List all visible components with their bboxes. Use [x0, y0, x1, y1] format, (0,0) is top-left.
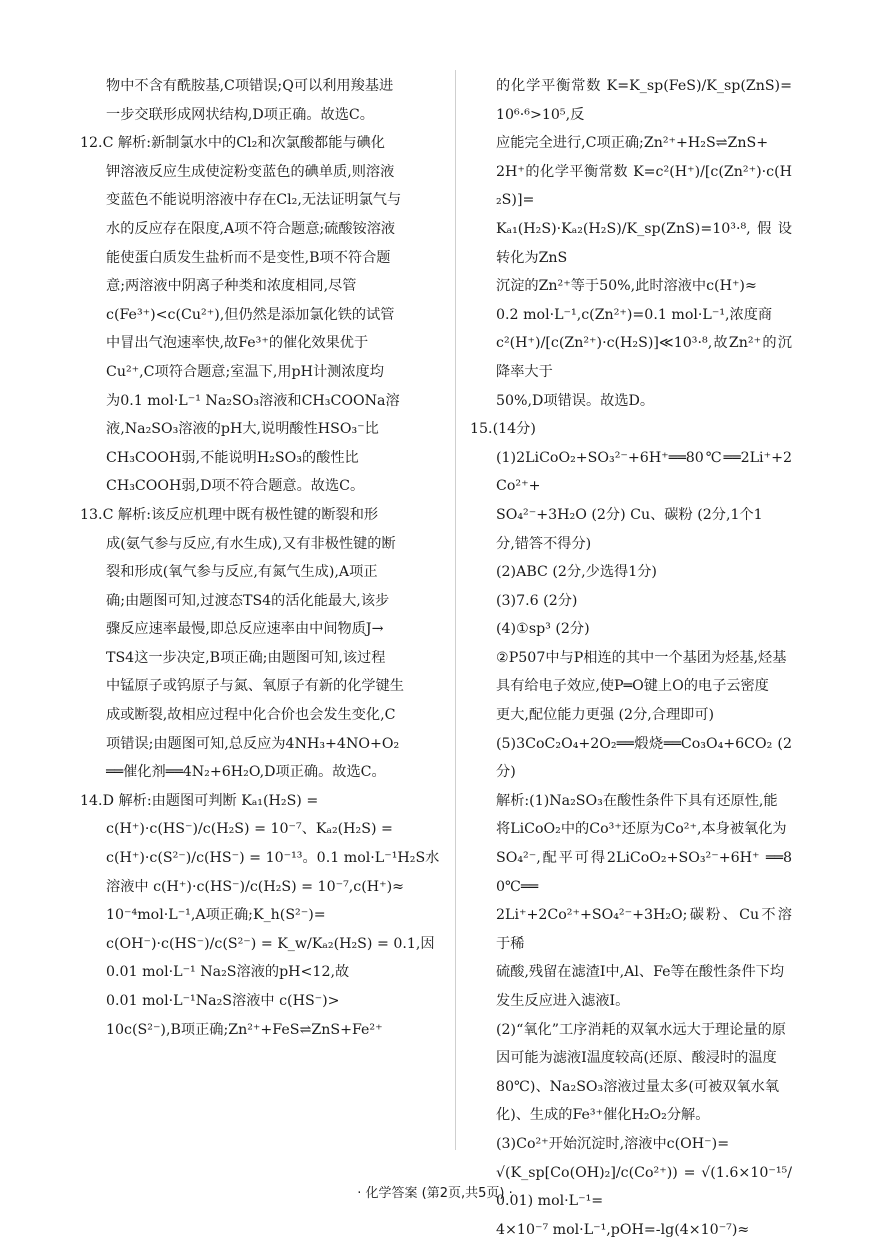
text-line: (3)7.6 (2分) — [496, 592, 578, 609]
formula-line: Kₐ₁(H₂S)·Kₐ₂(H₂S)/K_sp(ZnS)=10³·⁸,假设转化为ZnS — [496, 220, 792, 266]
text-line: 液,Na₂SO₃溶液的pH大,说明酸性HSO₃⁻比 — [106, 421, 379, 438]
text-line: 物中不含有酰胺基,C项错误;Q可以利用羧基进 — [106, 78, 394, 94]
text-line: 骤反应速率最慢,即总反应速率由中间物质J→ — [106, 621, 384, 638]
formula-line: 的化学平衡常数 K=K_sp(FeS)/K_sp(ZnS)=10⁶·⁶>10⁵,反 — [496, 78, 792, 123]
text-line: 因可能为滤液Ⅰ温度较高(还原、酸浸时的温度 — [496, 1050, 777, 1067]
text-line: 项错误;由题图可知,总反应为4NH₃+4NO+O₂ — [106, 735, 400, 752]
text-line: (2)ABC (2分,少选得1分) — [496, 564, 657, 581]
text-line: 为0.1 mol·L⁻¹ Na₂SO₃溶液和CH₃COONa溶 — [106, 392, 400, 409]
text-line: (2)“氧化”工序消耗的双氧水远大于理论量的原 — [496, 1021, 786, 1038]
formula-line: 2H⁺的化学平衡常数 K=c²(H⁺)/[c(Zn²⁺)·c(H₂S)]= — [496, 163, 792, 209]
text-line: 10⁻⁴mol·L⁻¹,A项正确;K_h(S²⁻)= — [106, 907, 326, 924]
text-line: 将LiCoO₂中的Co³⁺还原为Co²⁺,本身被氧化为 — [496, 821, 787, 838]
text-line: 4×10⁻⁷ mol·L⁻¹,pOH=-lg(4×10⁻⁷)≈ — [496, 1221, 750, 1238]
formula-line: c(H⁺)·c(S²⁻)/c(HS⁻) = 10⁻¹³。0.1 mol·L⁻¹H₂S水 — [106, 850, 440, 867]
text-line: 沉淀的Zn²⁺等于50%,此时溶液中c(H⁺)≈ — [496, 278, 757, 295]
text-line: 10c(S²⁻),B项正确;Zn²⁺+FeS⇌ZnS+Fe²⁺ — [106, 1021, 383, 1038]
column-divider — [455, 70, 456, 1150]
text-line: 50%,D项错误。故选D。 — [496, 392, 655, 409]
formula-line: (1)2LiCoO₂+SO₃²⁻+6H⁺══80℃══2Li⁺+2Co²⁺+ — [496, 449, 792, 495]
text-line: CH₃COOH弱,D项不符合题意。故选C。 — [106, 478, 365, 495]
formula-line: (5)3CoC₂O₄+2O₂══煅烧══Co₃O₄+6CO₂ (2分) — [496, 735, 792, 781]
answer-12: 12.C 解析:新制氯水中的Cl₂和次氯酸都能与碘化 — [80, 135, 385, 152]
formula-line: 溶液中 c(H⁺)·c(HS⁻)/c(H₂S) = 10⁻⁷,c(H⁺)≈ — [106, 878, 405, 895]
text-line: 更大,配位能力更强 (2分,合理即可) — [496, 707, 715, 724]
text-line: TS4这一步决定,B项正确;由题图可知,该过程 — [106, 649, 386, 666]
formula-line: SO₄²⁻,配平可得2LiCoO₂+SO₃²⁻+6H⁺ ══80℃══ — [496, 850, 792, 895]
text-line: 80℃)、Na₂SO₃溶液过量太多(可被双氧水氧 — [496, 1078, 780, 1095]
text-line: 变蓝色不能说明溶液中存在Cl₂,无法证明氯气与 — [106, 192, 402, 209]
text-line: 能使蛋白质发生盐析而不是变性,B项不符合题 — [106, 249, 391, 266]
text-line: 解析:(1)Na₂SO₃在酸性条件下具有还原性,能 — [496, 792, 778, 809]
text-line: 0.01 mol·L⁻¹Na₂S溶液中 c(HS⁻)> — [106, 993, 340, 1009]
text-line: 硫酸,残留在滤渣Ⅰ中,Al、Fe等在酸性条件下均 — [496, 964, 785, 981]
text-line: 具有给电子效应,使P═O键上O的电子云密度 — [496, 678, 769, 695]
text-line: 应能完全进行,C项正确;Zn²⁺+H₂S⇌ZnS+ — [496, 135, 769, 152]
text-line: 中冒出气泡速率快,故Fe³⁺的催化效果优于 — [106, 335, 369, 352]
text-line: (4)①sp³ (2分) — [496, 621, 590, 638]
text-line: 中锰原子或钨原子与氮、氧原子有新的化学键生 — [106, 678, 404, 695]
text-line: 钾溶液反应生成使淀粉变蓝色的碘单质,则溶液 — [106, 163, 395, 180]
text-line: 意;两溶液中阴离子种类和浓度相同,尽管 — [106, 278, 357, 295]
formula-line: c(H⁺)·c(HS⁻)/c(H₂S) = 10⁻⁷、Kₐ₂(H₂S) = — [106, 821, 393, 838]
text-line: 2Li⁺+2Co²⁺+SO₄²⁻+3H₂O;碳粉、Cu不溶于稀 — [496, 907, 792, 952]
text-line: SO₄²⁻+3H₂O (2分) Cu、碳粉 (2分,1个1 — [496, 506, 763, 523]
right-column — [470, 72, 792, 1244]
formula-line: c²(H⁺)/[c(Zn²⁺)·c(H₂S)]≪10³·⁸,故Zn²⁺的沉降率大于 — [496, 335, 792, 380]
text-line: 裂和形成(氧气参与反应,有氮气生成),A项正 — [106, 564, 378, 581]
page-footer: · 化学答案 (第2页,共5页) · — [357, 1186, 513, 1201]
answer-15: 15.(14分) — [470, 421, 536, 438]
text-line: ══催化剂══4N₂+6H₂O,D项正确。故选C。 — [106, 764, 386, 781]
text-line: 化)、生成的Fe³⁺催化H₂O₂分解。 — [496, 1107, 710, 1124]
text-line: 0.01 mol·L⁻¹ Na₂S溶液的pH<12,故 — [106, 964, 350, 981]
text-line: 成(氨气参与反应,有水生成),又有非极性键的断 — [106, 535, 396, 552]
text-line: 成或断裂,故相应过程中化合价也会发生变化,C — [106, 707, 396, 724]
text-line: c(Fe³⁺)<c(Cu²⁺),但仍然是添加氯化铁的试管 — [106, 306, 395, 323]
text-line: 0.2 mol·L⁻¹,c(Zn²⁺)=0.1 mol·L⁻¹,浓度商 — [496, 306, 773, 323]
text-line: 水的反应存在限度,A项不符合题意;硫酸铵溶液 — [106, 220, 396, 237]
answer-13: 13.C 解析:该反应机理中既有极性键的断裂和形 — [80, 506, 379, 523]
left-column — [80, 72, 440, 1044]
text-line: Cu²⁺,C项符合题意;室温下,用pH计测浓度均 — [106, 363, 384, 380]
text-line: (3)Co²⁺开始沉淀时,溶液中c(OH⁻)= — [496, 1135, 730, 1152]
text-line: 发生反应进入滤液Ⅰ。 — [496, 993, 630, 1009]
formula-line: c(OH⁻)·c(HS⁻)/c(S²⁻) = K_w/Kₐ₂(H₂S) = 0.1,因 — [106, 935, 435, 952]
text-line: 确;由题图可知,过渡态TS4的活化能最大,该步 — [106, 592, 390, 609]
text-line: 一步交联形成网状结构,D项正确。故选C。 — [106, 106, 374, 123]
answer-14: 14.D 解析:由题图可判断 Kₐ₁(H₂S) = — [80, 792, 319, 809]
text-line: CH₃COOH弱,不能说明H₂SO₃的酸性比 — [106, 449, 359, 466]
formula-line: √(K_sp[Co(OH)₂]/c(Co²⁺)) = √(1.6×10⁻¹⁵/0.01) mol·L⁻¹= — [496, 1164, 792, 1210]
text-line: 分,错答不得分) — [496, 535, 592, 552]
text-line: ②P507中与P相连的其中一个基团为烃基,烃基 — [496, 649, 787, 666]
